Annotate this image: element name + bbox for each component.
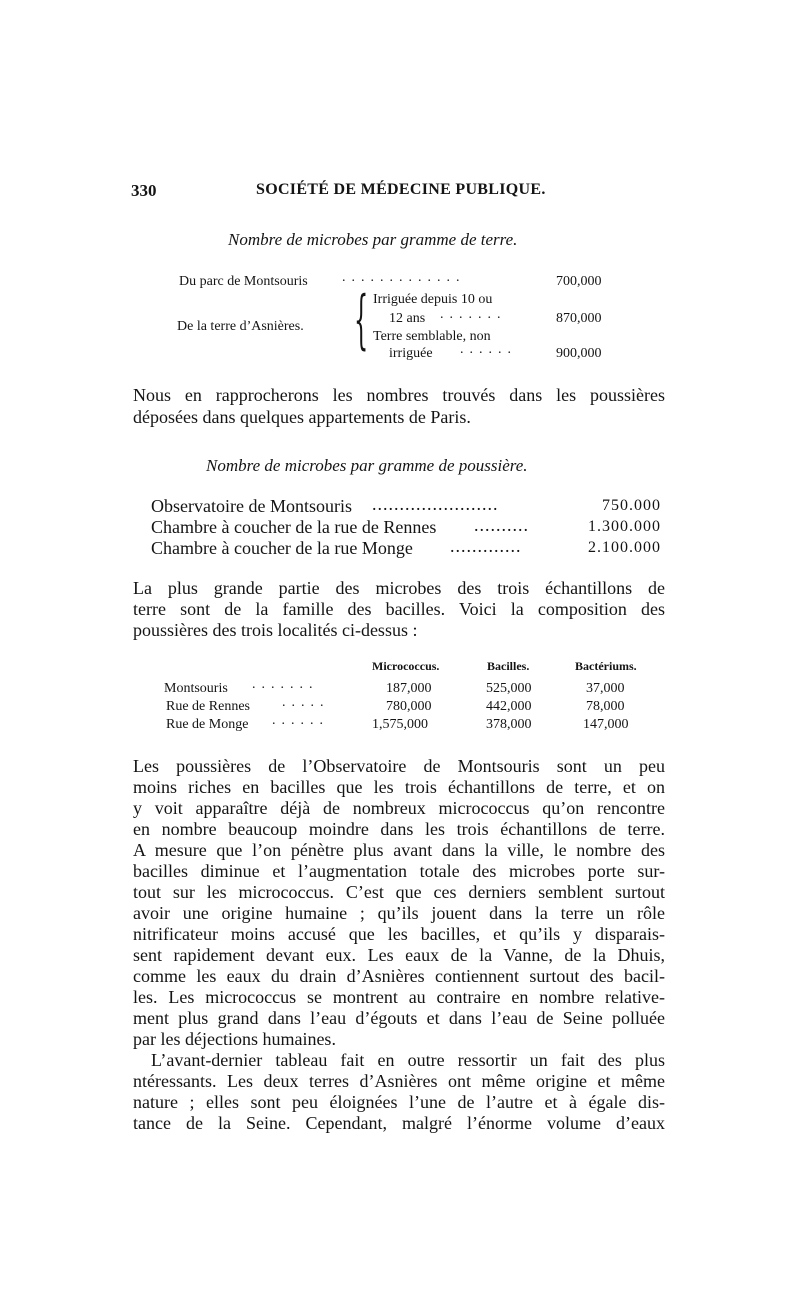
paragraph-line: moins riches en bacilles que les trois échantillons de terre, et on	[133, 777, 665, 797]
composition-row-label: Rue de Monge	[166, 717, 249, 732]
poussiere-row-label: Chambre à coucher de la rue Monge	[151, 538, 413, 558]
paragraph-line: Nous en rapprocherons les nombres trouvés dans les poussières	[133, 385, 665, 405]
paragraph-line: tance de la Seine. Cependant, malgré l’énorme volume d’eaux	[133, 1113, 665, 1133]
paragraph-line: A mesure que l’on pénètre plus avant dans la ville, le nombre des	[133, 840, 665, 860]
paragraph-line: par les déjections humaines.	[133, 1029, 336, 1049]
paragraph-line: L’avant-dernier tableau fait en outre ressortir un fait des plus	[151, 1050, 665, 1070]
leader-dots: .......	[440, 307, 507, 322]
leader-dots: .......	[252, 677, 319, 692]
terre-table-caption: Nombre de microbes par gramme de terre.	[228, 230, 518, 249]
bacteriums-value: 147,000	[583, 717, 629, 732]
terre-sub1-value: 870,000	[556, 311, 602, 326]
composition-row-label: Montsouris	[164, 681, 228, 696]
bacteriums-value: 37,000	[586, 681, 625, 696]
terre-sub1-line1: Irriguée depuis 10 ou	[373, 292, 493, 307]
column-header: Bactériums.	[575, 659, 637, 673]
paragraph-line: poussières des trois localités ci-dessus :	[133, 620, 418, 640]
page-number: 330	[131, 181, 157, 200]
column-header: Bacilles.	[487, 659, 530, 673]
paragraph-line: avoir une origine humaine ; qu’ils jouent dans la terre un rôle	[133, 903, 665, 923]
leader-dots: .............	[450, 536, 522, 556]
terre-row1-value: 700,000	[556, 274, 602, 289]
paragraph-line: y voit apparaître déjà de nombreux micrococcus qu’on rencontre	[133, 798, 665, 818]
poussiere-row-label: Observatoire de Montsouris	[151, 496, 352, 516]
leader-dots: ......	[460, 342, 517, 357]
paragraph-line: ntéressants. Les deux terres d’Asnières ont même origine et même	[133, 1071, 665, 1091]
left-brace: {	[354, 283, 369, 357]
micrococcus-value: 1,575,000	[372, 717, 428, 732]
terre-sub2-line1: Terre semblable, non	[373, 329, 491, 344]
leader-dots: ......	[272, 713, 329, 728]
terre-sub2-line2: irriguée	[389, 346, 433, 361]
paragraph-line: les. Les micrococcus se montrent au contraire en nombre relative-	[133, 987, 665, 1007]
paragraph-line: ment plus grand dans l’eau d’égouts et dans l’eau de Seine polluée	[133, 1008, 665, 1028]
paragraph-line: terre sont de la famille des bacilles. Voici la composition des	[133, 599, 665, 619]
paragraph-line: tout sur les micrococcus. C’est que ces derniers semblent surtout	[133, 882, 665, 902]
terre-row1-label: Du parc de Montsouris	[179, 274, 308, 289]
terre-group-label: De la terre d’Asnières.	[177, 319, 304, 334]
poussiere-row-value: 1.300.000	[588, 518, 661, 535]
terre-sub1-line2: 12 ans	[389, 311, 426, 326]
composition-row-label: Rue de Rennes	[166, 699, 250, 714]
paragraph-line: en nombre beaucoup moindre dans les trois échantillons de terre.	[133, 819, 665, 839]
paragraph-line: La plus grande partie des microbes des trois échantillons de	[133, 578, 665, 598]
column-header: Micrococcus.	[372, 659, 440, 673]
paragraph-line: comme les eaux du drain d’Asnières contiennent surtout des bacil-	[133, 966, 665, 986]
micrococcus-value: 780,000	[386, 699, 432, 714]
running-title: SOCIÉTÉ DE MÉDECINE PUBLIQUE.	[256, 181, 546, 198]
paragraph-line: sent rapidement devant eux. Les eaux de la Vanne, de la Dhuis,	[133, 945, 665, 965]
paragraph-line: déposées dans quelques appartements de Paris.	[133, 407, 471, 427]
poussiere-row-label: Chambre à coucher de la rue de Rennes	[151, 517, 437, 537]
paragraph-line: bacilles diminue et l’augmentation totale des microbes porte sur-	[133, 861, 665, 881]
bacilles-value: 525,000	[486, 681, 532, 696]
poussiere-table-caption: Nombre de microbes par gramme de poussière.	[206, 456, 528, 475]
leader-dots: .......................	[372, 494, 499, 514]
paragraph-line: nitrificateur moins accusé que les bacilles, et qu’ils y disparais-	[133, 924, 665, 944]
bacilles-value: 378,000	[486, 717, 532, 732]
paragraph-line: Les poussières de l’Observatoire de Montsouris sont un peu	[133, 756, 665, 776]
terre-sub2-value: 900,000	[556, 346, 602, 361]
poussiere-row-value: 2.100.000	[588, 539, 661, 556]
leader-dots: .....	[282, 695, 330, 710]
poussiere-row-value: 750.000	[602, 497, 661, 514]
bacilles-value: 442,000	[486, 699, 532, 714]
leader-dots: ..........	[474, 515, 529, 535]
bacteriums-value: 78,000	[586, 699, 625, 714]
leader-dots: .............	[342, 270, 466, 285]
micrococcus-value: 187,000	[386, 681, 432, 696]
paragraph-line: nature ; elles sont peu éloignées l’une de l’autre et à égale dis-	[133, 1092, 665, 1112]
